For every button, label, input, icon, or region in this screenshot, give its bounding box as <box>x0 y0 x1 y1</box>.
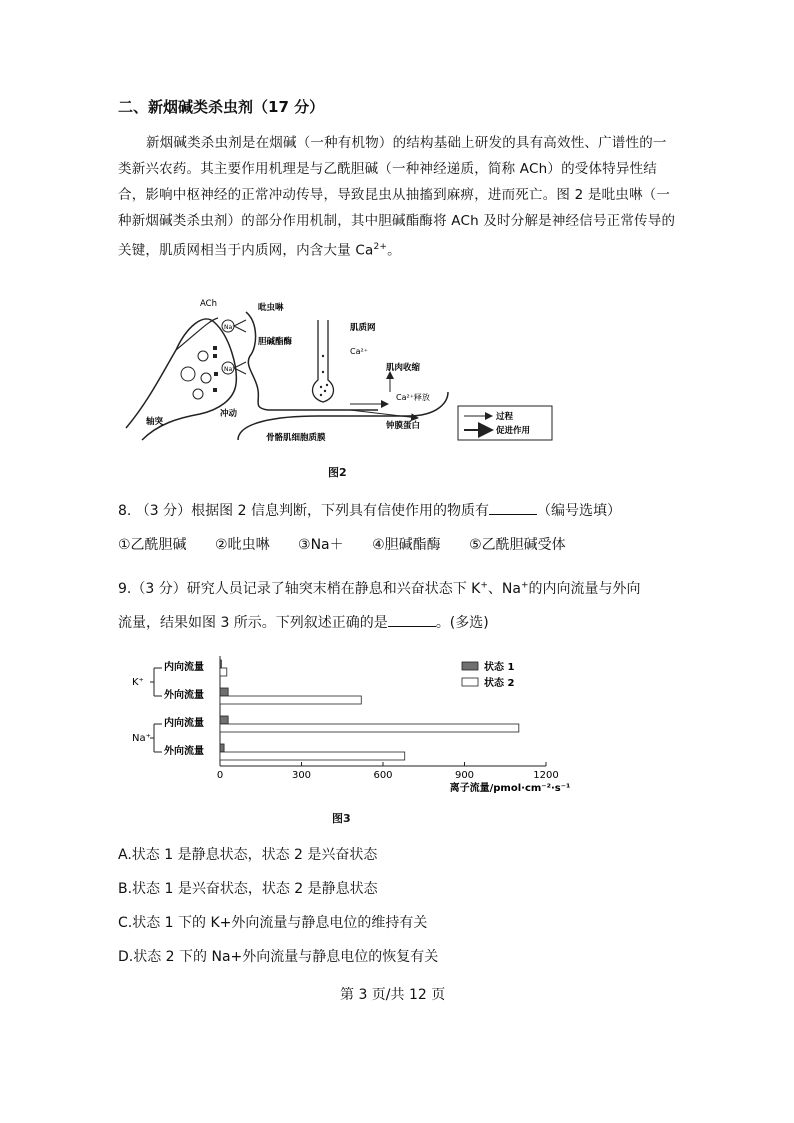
row-label: 内向流量 <box>164 718 204 729</box>
bar-state-2 <box>220 696 361 704</box>
x-axis-title: 离子流量/pmol·cm⁻²·s⁻¹ <box>449 783 571 794</box>
question-9-line-1: 9.（3 分）研究人员记录了轴突末梢在静息和兴奋状态下 K+、Na+的内向流量与外向 <box>118 580 641 597</box>
vesicle <box>201 373 211 383</box>
label-membrane: 骨骼肌细胞质膜 <box>266 433 326 443</box>
label-cholinesterase: 胆碱酯酶 <box>258 337 293 347</box>
q8-option: ④胆碱酯酶 <box>372 537 441 553</box>
ion-label: Na⁺ <box>132 733 151 744</box>
na-label-1: Na⁺ <box>224 324 236 331</box>
q8-option: ①乙酰胆碱 <box>118 537 187 553</box>
ion-bracket <box>150 668 162 696</box>
na-label-2: Na⁺ <box>224 366 236 373</box>
figure-2-diagram <box>118 292 568 452</box>
legend-promote: 促进作用 <box>496 426 531 436</box>
x-tick-label: 300 <box>291 770 312 781</box>
ion-bracket <box>150 724 162 752</box>
ion-label: K⁺ <box>132 677 144 688</box>
bar-state-1 <box>220 744 224 752</box>
option-c: C.状态 1 下的 K+外向流量与静息电位的维持有关 <box>118 915 428 931</box>
q8-option: ②吡虫啉 <box>215 537 270 553</box>
figure-3-caption: 图3 <box>332 812 351 825</box>
label-sr: 肌质网 <box>350 323 376 333</box>
label-imidacloprid: 吡虫啉 <box>258 303 284 313</box>
section-title: 二、新烟碱类杀虫剂（17 分） <box>118 98 325 116</box>
label-ca: Ca²⁺ <box>350 347 368 356</box>
legend-swatch <box>462 662 478 670</box>
vesicle <box>193 389 203 399</box>
legend-label: 状态 2 <box>484 678 515 689</box>
vesicle <box>181 367 195 381</box>
intro-paragraph: 新烟碱类杀虫剂是在烟碱（一种有机物）的结构基础上研发的具有高效性、广谱性的一类新兴农药。其主要作用机理是与乙酰胆碱（一种神经递质，简称 ACh）的受体特异性结合，影响中枢神经的正常冲动传导，导致昆虫从抽搐到麻痹，进而死亡。图 2 是吡虫啉（一种新烟碱类杀虫剂）的部分作用机制，其中胆碱酯酶将 ACh 及时分解是神经信号正常传导的关键，肌质网相当于内质网，内含大量 $Ca^{2+}$。 <box>118 135 676 259</box>
bar-state-2 <box>220 752 405 760</box>
bar-state-1 <box>220 716 228 724</box>
axon-terminal <box>126 319 236 440</box>
legend-process: 过程 <box>496 412 514 422</box>
label-ach: ACh <box>200 299 217 309</box>
q8-option: ③Na＋ <box>298 537 344 553</box>
label-contraction: 肌肉收缩 <box>386 363 421 373</box>
legend-swatch <box>462 678 478 686</box>
ach-dot <box>213 346 217 350</box>
q8-option: ⑤乙酰胆碱受体 <box>469 537 566 553</box>
ach-dot <box>214 372 218 376</box>
x-tick-label: 1200 <box>533 770 559 781</box>
legend-label: 状态 1 <box>484 662 515 673</box>
row-label: 内向流量 <box>164 662 204 673</box>
label-protein: 钟膜蛋白 <box>386 421 421 431</box>
x-tick-label: 600 <box>373 770 393 781</box>
option-b: B.状态 1 是兴奋状态，状态 2 是静息状态 <box>118 881 378 897</box>
figure-2-caption: 图2 <box>328 466 347 479</box>
ach-dot <box>213 354 217 358</box>
bar-state-2 <box>220 668 227 676</box>
answer-blank <box>388 614 436 627</box>
row-label: 外向流量 <box>164 690 204 701</box>
figure-3-chart <box>118 648 588 798</box>
option-a: A.状态 1 是静息状态，状态 2 是兴奋状态 <box>118 847 378 863</box>
question-8-options <box>118 534 590 554</box>
row-label: 外向流量 <box>164 746 204 757</box>
x-tick-label: 900 <box>454 770 475 781</box>
bar-state-1 <box>220 660 221 668</box>
label-ca-release: Ca²⁺释放 <box>396 393 430 402</box>
vesicle <box>198 351 208 361</box>
page-footer: 第 3 页/共 12 页 <box>340 987 446 1003</box>
label-impulse: 冲动 <box>220 409 238 419</box>
bar-state-2 <box>220 724 519 732</box>
sarcoplasmic-reticulum <box>313 320 334 402</box>
ach-dot <box>213 388 217 392</box>
option-d: D.状态 2 下的 Na+外向流量与静息电位的恢复有关 <box>118 949 439 965</box>
question-8-stem: 8. （3 分）根据图 2 信息判断，下列具有信使作用的物质有 （编号选填） <box>118 503 621 519</box>
x-tick-label: 0 <box>216 770 224 781</box>
label-axon: 轴突 <box>146 417 164 427</box>
bar-state-1 <box>220 688 228 696</box>
question-9-line-2: 流量，结果如图 3 所示。下列叙述正确的是 。(多选) <box>118 615 489 631</box>
answer-blank <box>489 502 537 515</box>
